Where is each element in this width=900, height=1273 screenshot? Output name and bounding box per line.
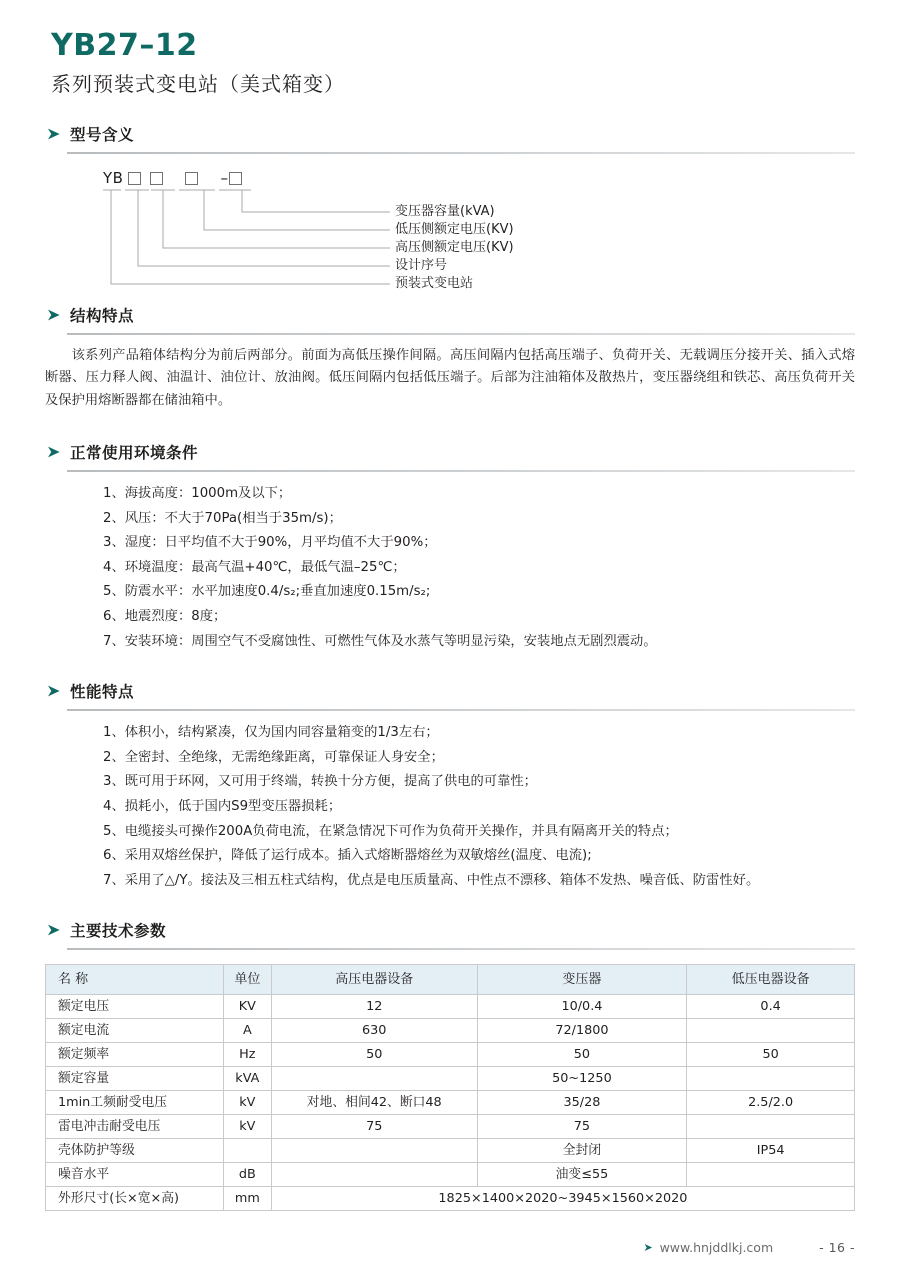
model-code-dash: – [220, 168, 229, 187]
footer-page-number: - 16 - [819, 1240, 855, 1255]
model-code-prefix: YB [103, 168, 124, 187]
cell-unit: KV [223, 995, 271, 1019]
cell-tr: 75 [477, 1115, 687, 1139]
specs-table [45, 964, 855, 1211]
section-title: 结构特点 [70, 306, 135, 325]
section-title: 主要技术参数 [70, 922, 167, 941]
cell-name: 外形尺寸(长×宽×高) [46, 1187, 224, 1211]
cell-name: 壳体防护等级 [46, 1139, 224, 1163]
cell-lv [687, 1115, 855, 1139]
column-header-hv-equipment: 高压电器设备 [271, 965, 477, 995]
table-row [46, 1115, 855, 1139]
section-structure [45, 304, 855, 414]
cell-hv: 对地、相间42、断口48 [271, 1091, 477, 1115]
arrow-right-icon [47, 923, 61, 937]
list-item: 5、防震水平：水平加速度0.4/s₂;垂直加速度0.15m/s₂; [103, 584, 431, 600]
cell-unit: kVA [223, 1067, 271, 1091]
cell-tr: 50~1250 [477, 1067, 687, 1091]
section-divider [67, 709, 855, 711]
cell-hv: 630 [271, 1019, 477, 1043]
list-item: 7、安装环境：周围空气不受腐蚀性、可燃性气体及水蒸气等明显污染，安装地点无剧烈震动。 [103, 633, 657, 649]
cell-name: 额定容量 [46, 1067, 224, 1091]
list-item: 2、风压：不大于70Pa(相当于35m/s)； [103, 510, 342, 526]
arrow-right-icon [47, 127, 61, 141]
cell-lv [687, 1019, 855, 1043]
section-divider [67, 470, 855, 472]
page-title: YB27–12 [51, 28, 198, 63]
list-item: 7、采用了△/Y。接法及三相五柱式结构，优点是电压质量高、中性点不漂移、箱体不发热、噪音低、防雷性好。 [103, 872, 760, 888]
table-row-dimensions [46, 1187, 855, 1211]
table-row [46, 995, 855, 1019]
cell-hv: 50 [271, 1043, 477, 1067]
section-heading [47, 123, 855, 145]
table-header-row [46, 965, 855, 995]
footer-website[interactable] [644, 1240, 774, 1255]
section-title: 正常使用环境条件 [70, 444, 199, 463]
column-header-transformer: 变压器 [477, 965, 687, 995]
table-row [46, 1043, 855, 1067]
cell-lv: 2.5/2.0 [687, 1091, 855, 1115]
model-label-design-no: 设计序号 [395, 257, 448, 273]
column-header-unit: 单位 [223, 965, 271, 995]
table-row [46, 1139, 855, 1163]
section-model-meaning [45, 123, 855, 298]
cell-tr: 10/0.4 [477, 995, 687, 1019]
cell-name: 雷电冲击耐受电压 [46, 1115, 224, 1139]
list-item: 5、电缆接头可操作200A负荷电流，在紧急情况下可作为负荷开关操作，并具有隔离开关的特点； [103, 823, 678, 839]
arrow-right-icon [644, 1243, 653, 1252]
section-divider [67, 948, 855, 950]
cell-name: 额定频率 [46, 1043, 224, 1067]
list-item: 4、环境温度：最高气温+40℃，最低气温–25℃； [103, 559, 406, 575]
model-label-substation: 预装式变电站 [395, 275, 474, 291]
cell-unit: A [223, 1019, 271, 1043]
cell-tr: 35/28 [477, 1091, 687, 1115]
page-title-block [45, 0, 855, 97]
model-designation-diagram [45, 168, 855, 298]
cell-name: 额定电流 [46, 1019, 224, 1043]
structure-paragraph: 该系列产品箱体结构分为前后两部分。前面为高低压操作间隔。高压间隔内包括高压端子、负荷开关、无载调压分接开关、插入式熔断器、压力释人阀、油温计、油位计、放油阀。低压间隔内包括低压端子。后部为注油箱体及散热片，变压器绕组和铁芯、高压负荷开关及保护用熔断器都在储油箱中。 [45, 347, 855, 409]
arrow-right-icon [47, 308, 61, 322]
cell-unit [223, 1139, 271, 1163]
section-heading [47, 304, 855, 326]
cell-dimensions-value: 1825×1400×2020~3945×1560×2020 [271, 1187, 854, 1211]
cell-unit: Hz [223, 1043, 271, 1067]
section-divider [67, 333, 855, 335]
arrow-right-icon [47, 684, 61, 698]
specs-table-wrap [45, 964, 855, 1211]
list-item: 2、全密封、全绝缘，无需绝缘距离，可靠保证人身安全； [103, 749, 444, 765]
list-item: 1、体积小，结构紧凑，仅为国内同容量箱变的1/3左右； [103, 725, 439, 741]
cell-hv [271, 1139, 477, 1163]
model-label-capacity: 变压器容量(kVA) [395, 203, 495, 219]
cell-unit: mm [223, 1187, 271, 1211]
table-row [46, 1067, 855, 1091]
section-specs [45, 919, 855, 1211]
cell-unit: kV [223, 1091, 271, 1115]
cell-hv [271, 1163, 477, 1187]
section-divider [67, 152, 855, 154]
column-header-lv-equipment: 低压电器设备 [687, 965, 855, 995]
cell-hv [271, 1067, 477, 1091]
model-label-lv-voltage: 低压侧额定电压(KV) [395, 221, 514, 237]
cell-unit: kV [223, 1115, 271, 1139]
arrow-right-icon [47, 445, 61, 459]
list-item: 3、既可用于环网，又可用于终端，转换十分方便，提高了供电的可靠性； [103, 774, 537, 790]
cell-unit: dB [223, 1163, 271, 1187]
section-title: 性能特点 [70, 683, 135, 702]
page-footer [45, 1240, 855, 1255]
cell-lv: 50 [687, 1043, 855, 1067]
cell-hv: 75 [271, 1115, 477, 1139]
section-performance [45, 680, 855, 893]
environment-list [45, 482, 855, 654]
section-title: 型号含义 [70, 125, 135, 144]
table-row [46, 1091, 855, 1115]
list-item: 6、地震烈度：8度； [103, 609, 227, 625]
performance-list [45, 721, 855, 893]
list-item: 3、湿度：日平均值不大于90%，月平均值不大于90%； [103, 535, 437, 551]
cell-tr: 全封闭 [477, 1139, 687, 1163]
cell-tr: 油变≤55 [477, 1163, 687, 1187]
section-environment [45, 441, 855, 654]
table-row [46, 1163, 855, 1187]
model-label-hv-voltage: 高压侧额定电压(KV) [395, 239, 514, 255]
cell-tr: 72/1800 [477, 1019, 687, 1043]
list-item: 6、采用双熔丝保护，降低了运行成本。插入式熔断器熔丝为双敏熔丝(温度、电流); [103, 848, 592, 864]
cell-name: 额定电压 [46, 995, 224, 1019]
page-subtitle: 系列预装式变电站（美式箱变） [51, 71, 345, 96]
cell-lv: 0.4 [687, 995, 855, 1019]
list-item: 1、海拔高度：1000m及以下； [103, 486, 292, 502]
table-row [46, 1019, 855, 1043]
cell-name: 1min工频耐受电压 [46, 1091, 224, 1115]
cell-lv: IP54 [687, 1139, 855, 1163]
cell-name: 噪音水平 [46, 1163, 224, 1187]
section-heading [47, 919, 855, 941]
cell-lv [687, 1067, 855, 1091]
cell-tr: 50 [477, 1043, 687, 1067]
cell-hv: 12 [271, 995, 477, 1019]
section-heading [47, 441, 855, 463]
footer-website-label: www.hnjddlkj.com [659, 1240, 774, 1255]
column-header-name: 名 称 [46, 965, 224, 995]
section-heading [47, 680, 855, 702]
cell-lv [687, 1163, 855, 1187]
list-item: 4、损耗小，低于国内S9型变压器损耗； [103, 799, 342, 815]
